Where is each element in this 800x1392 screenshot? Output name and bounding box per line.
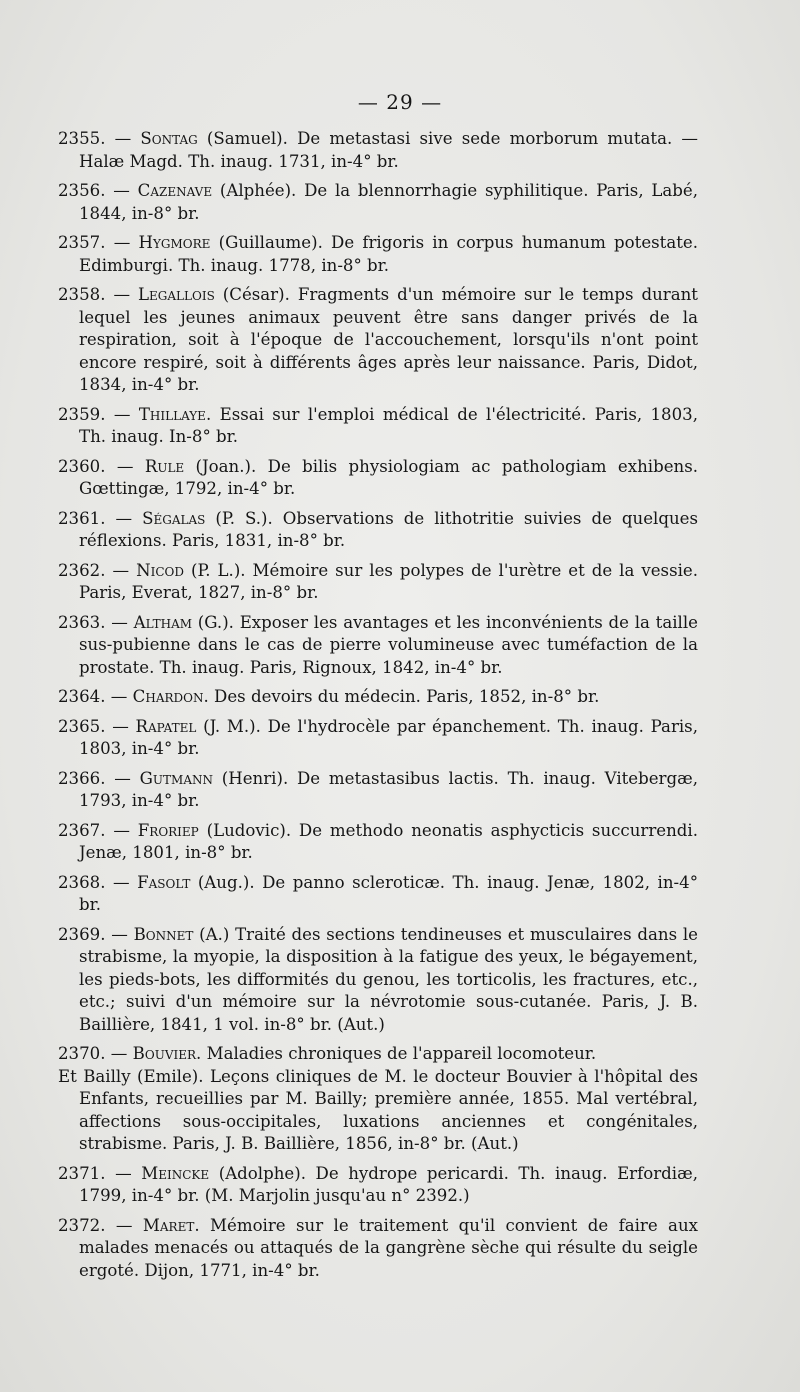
- catalogue-entry: [58, 768, 698, 813]
- entry-text: . Des devoirs du médecin. Paris, 1852, in-8° br.: [203, 687, 600, 706]
- catalogue-entry: [58, 872, 698, 917]
- entry-text: (Joan.). De bilis physiologiam ac pathologiam exhibens. Gœttingæ, 1792, in-4° br.: [79, 456, 698, 498]
- entry-text: (A.) Traité des sections tendineuses et musculaires dans le strabisme, la myopie, la disposition à la fatigue des yeux, le bégayement, les pieds-bots, les difformités du genou, les torticolis, les fractures, etc., etc.; suivi d'un mémoire sur la névrotomie sous-cutanée. Paris, J. B. Baillière, 1841, 1 vol. in-8° br. (Aut.): [79, 924, 698, 1034]
- entry-dash: —: [105, 612, 134, 632]
- entry-text: . Maladies chroniques de l'appareil locomoteur.: [196, 1044, 597, 1063]
- catalogue-entry: [58, 456, 698, 501]
- entry-dash: —: [105, 285, 139, 304]
- entry-dash: —: [105, 1163, 142, 1183]
- entry-author: Ségalas: [142, 508, 206, 528]
- catalogue-entry: [58, 686, 698, 709]
- catalogue-entry: [58, 508, 698, 553]
- entry-author: Altham: [133, 612, 193, 632]
- entry-dash: —: [105, 129, 141, 148]
- page-number: — 29 —: [357, 90, 443, 114]
- entry-dash: —: [105, 456, 145, 476]
- entry-dash: —: [105, 404, 139, 424]
- entry-author: Thillaye: [138, 404, 206, 424]
- catalogue-entry: [58, 284, 698, 397]
- entry-number: 2367.: [58, 820, 106, 840]
- entry-dash: —: [105, 233, 139, 252]
- catalogue-entry: [58, 612, 698, 680]
- entry-author: Hygmore: [138, 233, 211, 252]
- entry-author: Gutmann: [139, 768, 213, 788]
- entry-number: 2356.: [58, 181, 106, 200]
- entry-number: 2369.: [58, 924, 106, 944]
- entry-dash: —: [105, 560, 137, 580]
- entry-number: 2359.: [58, 404, 106, 424]
- entry-text: (P. S.). Observations de lithotritie suivies de quelques réflexions. Paris, 1831, in-8° br.: [79, 508, 698, 550]
- entry-author: Meincke: [141, 1163, 210, 1183]
- entry-text: (Aug.). De panno scleroticæ. Th. inaug. Jenæ, 1802, in-4° br.: [79, 872, 698, 914]
- entry-author: Nicod: [136, 560, 184, 580]
- entry-text: (César). Fragments d'un mémoire sur le temps durant lequel les jeunes animaux peuvent être sans danger privés de la respiration, soit à l'époque de l'accouchement, lorsqu'ils n'ont point encore respiré, soit à différents âges après leur naissance. Paris, Didot, 1834, in-4° br.: [79, 285, 698, 394]
- catalogue-entries: [58, 128, 698, 1289]
- catalogue-entry: [58, 232, 698, 277]
- entry-dash: —: [105, 768, 140, 788]
- entry-author: Cazenave: [137, 181, 213, 200]
- catalogue-entry: [58, 1215, 698, 1283]
- entry-dash: —: [105, 820, 138, 840]
- entry-author: Maret: [142, 1215, 195, 1235]
- entry-dash: —: [105, 1215, 143, 1235]
- entry-author: Legallois: [138, 285, 215, 304]
- entry-text: . Essai sur l'emploi médical de l'électricité. Paris, 1803, Th. inaug. In-8° br.: [79, 404, 698, 446]
- entry-number: 2357.: [58, 233, 106, 252]
- catalogue-entry: [58, 560, 698, 605]
- entry-dash: —: [105, 872, 138, 892]
- entry-dash: —: [105, 716, 136, 736]
- entry-text: (Henri). De metastasibus lactis. Th. inaug. Vitebergæ, 1793, in-4° br.: [79, 768, 698, 810]
- catalogue-entry: [58, 1043, 698, 1156]
- entry-author: Chardon: [132, 687, 204, 706]
- entry-number: 2372.: [58, 1215, 106, 1235]
- entry-number: 2365.: [58, 716, 106, 736]
- entry-text: (Alphée). De la blennorrhagie syphilitique. Paris, Labé, 1844, in-8° br.: [79, 181, 698, 223]
- catalogue-entry: [58, 716, 698, 761]
- entry-number: 2366.: [58, 768, 106, 788]
- catalogue-entry: [58, 924, 698, 1037]
- entry-number: 2358.: [58, 285, 106, 304]
- catalogue-entry: [58, 404, 698, 449]
- entry-text: (G.). Exposer les avantages et les inconvénients de la taille sus-pubienne dans le cas de pierre volumineuse avec tuméfaction de la prostate. Th. inaug. Paris, Rignoux, 1842, in-4° br.: [79, 612, 698, 677]
- entry-text: (J. M.). De l'hydrocèle par épanchement. Th. inaug. Paris, 1803, in-4° br.: [79, 716, 698, 758]
- entry-author: Fasolt: [137, 872, 191, 892]
- entry-text: (Samuel). De metastasi sive sede morborum mutata. — Halæ Magd. Th. inaug. 1731, in-4° br.: [79, 129, 698, 171]
- entry-text: (Guillaume). De frigoris in corpus humanum potestate. Edimburgi. Th. inaug. 1778, in-8° br.: [79, 233, 698, 275]
- catalogue-entry: [58, 180, 698, 225]
- entry-number: 2361.: [58, 508, 106, 528]
- entry-number: 2363.: [58, 612, 106, 632]
- entry-dash: —: [105, 508, 143, 528]
- entry-author: Rule: [144, 456, 185, 476]
- entry-dash: —: [105, 924, 134, 944]
- entry-author: Bonnet: [133, 924, 194, 944]
- catalogue-entry: [58, 128, 698, 173]
- entry-number: 2360.: [58, 456, 106, 476]
- entry-number: 2368.: [58, 872, 106, 892]
- entry-dash: —: [105, 687, 133, 706]
- entry-dash: —: [105, 181, 138, 200]
- entry-text: (P. L.). Mémoire sur les polypes de l'urètre et de la vessie. Paris, Everat, 1827, in-8° br.: [79, 560, 698, 602]
- entry-number: 2371.: [58, 1163, 106, 1183]
- entry-number: 2355.: [58, 129, 106, 148]
- entry-text: (Ludovic). De methodo neonatis asphycticis succurrendi. Jenæ, 1801, in-8° br.: [79, 820, 698, 862]
- entry-text: (Adolphe). De hydrope pericardi. Th. inaug. Erfordiæ, 1799, in-4° br. (M. Marjolin jusqu'au n° 2392.): [79, 1163, 698, 1205]
- entry-continuation: Et Bailly (Emile). Leçons cliniques de M. le docteur Bouvier à l'hôpital des Enfants, recueillies par M. Bailly; première année, 1855. Mal vertébral, affections sous-occipitales, luxations anciennes et congénitales, strabisme. Paris, J. B. Baillière, 1856, in-8° br. (Aut.): [58, 1066, 698, 1153]
- entry-text: . Mémoire sur le traitement qu'il convient de faire aux malades menacés ou attaqués de la gangrène sèche qui résulte du seigle ergoté. Dijon, 1771, in-4° br.: [79, 1215, 698, 1280]
- entry-number: 2364.: [58, 687, 106, 706]
- entry-dash: —: [105, 1044, 133, 1063]
- entry-author: Rapatel: [135, 716, 197, 736]
- entry-author: Bouvier: [132, 1044, 197, 1063]
- entry-number: 2370.: [58, 1044, 106, 1063]
- entry-author: Froriep: [137, 820, 199, 840]
- entry-author: Sontag: [140, 129, 198, 148]
- catalogue-entry: [58, 1163, 698, 1208]
- entry-number: 2362.: [58, 560, 106, 580]
- catalogue-entry: [58, 820, 698, 865]
